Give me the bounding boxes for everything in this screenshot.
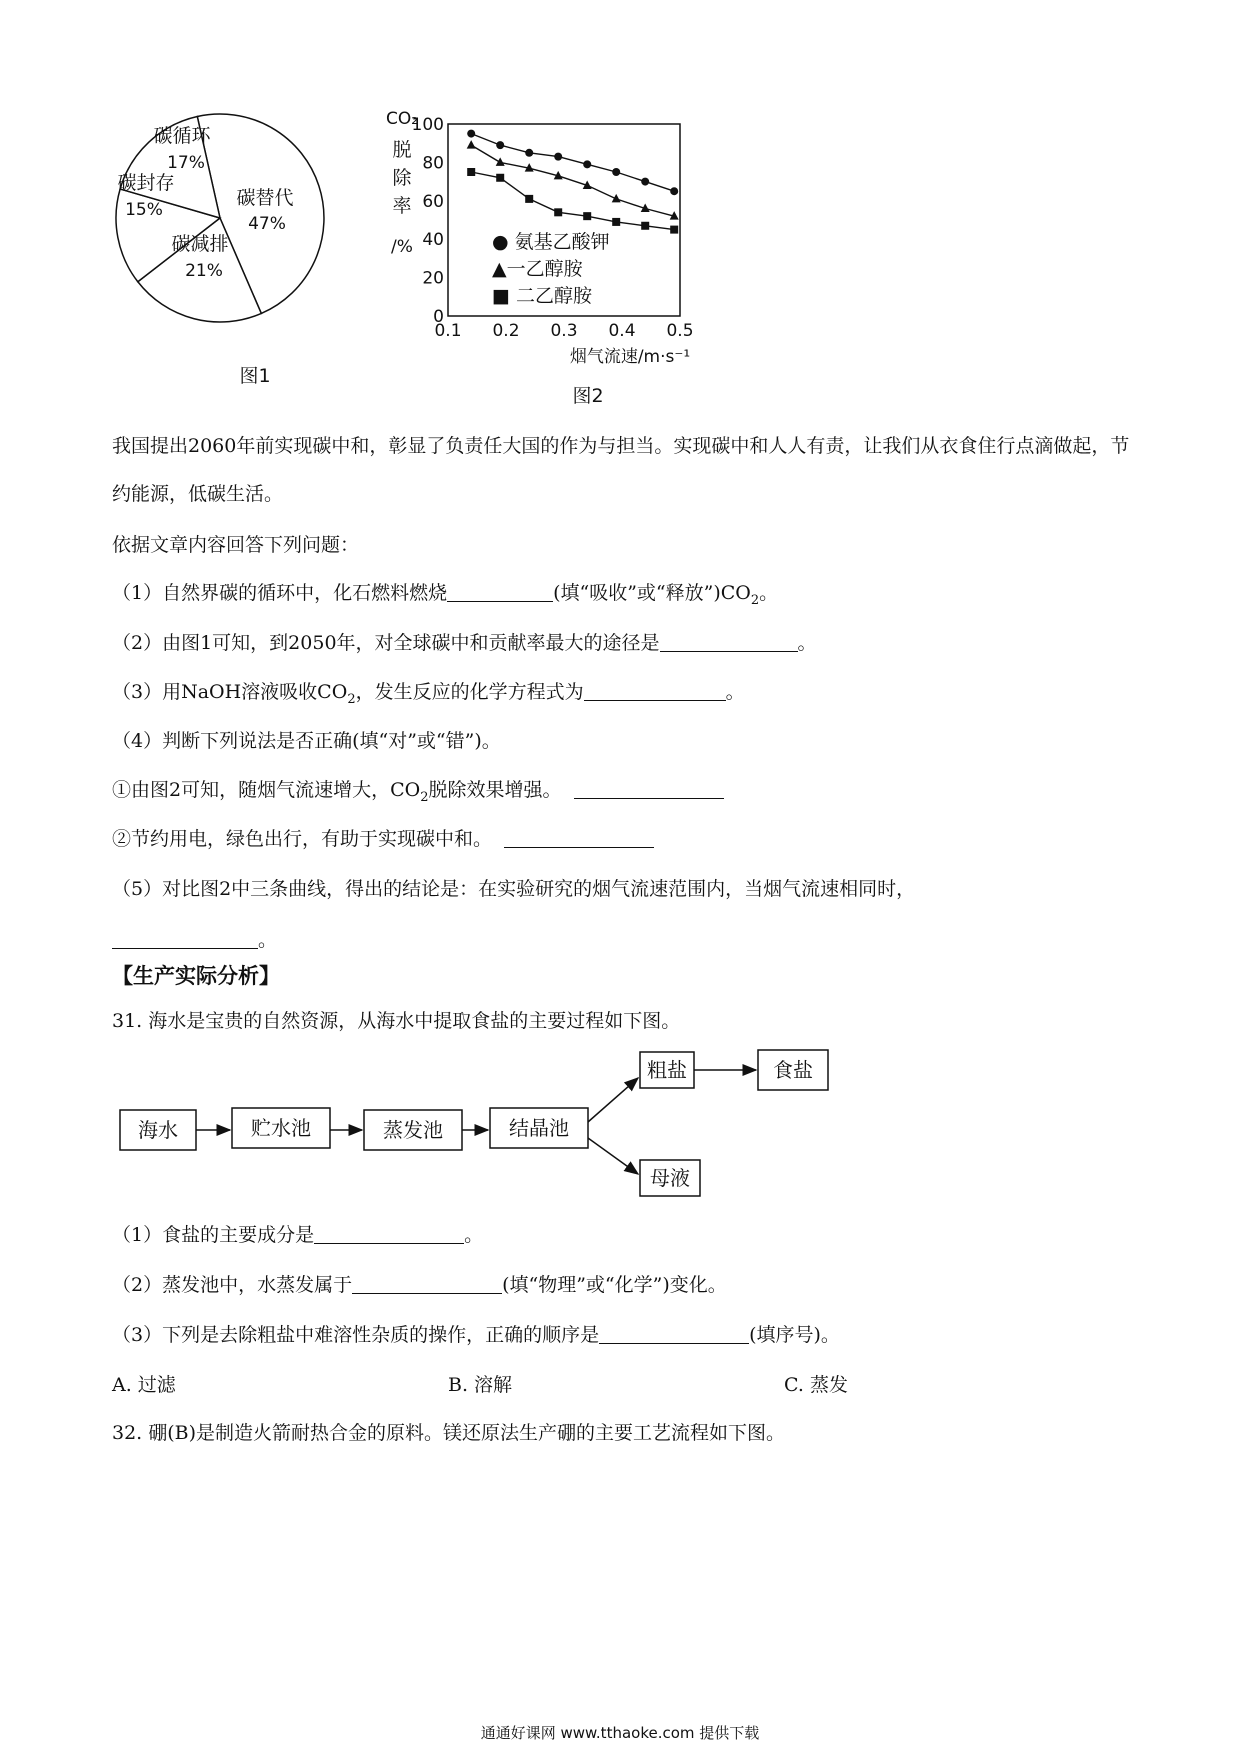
question-31-2 (112, 1270, 727, 1297)
question-4-item-2 (112, 824, 654, 851)
question-1 (112, 578, 778, 608)
pie-label-carbon-substitution: 碳替代 (236, 187, 294, 209)
x-tick-label: 0.5 (666, 321, 694, 341)
y-axis-label-line: 率 (392, 195, 412, 217)
flow-label-crystallization-pond: 结晶池 (509, 1116, 569, 1140)
y-ticks (412, 115, 444, 327)
answer-blank-q4-1[interactable] (574, 780, 724, 799)
data-point (467, 130, 475, 138)
flow-label-reservoir: 贮水池 (251, 1116, 311, 1140)
flow-box-crystallization-pond (490, 1108, 588, 1148)
question-31-3-options (112, 1370, 848, 1397)
flow-label-mother-liquor: 母液 (650, 1166, 690, 1190)
question-31-1-text: （1）食盐的主要成分是 (112, 1224, 315, 1246)
answer-blank-q1[interactable] (447, 583, 553, 602)
data-point (641, 222, 649, 230)
series-marks (467, 130, 679, 234)
question-31-3-hint: (填序号)。 (749, 1324, 840, 1346)
data-point (641, 178, 649, 186)
data-point (496, 174, 504, 182)
question-3-text: （3）用NaOH溶液吸收CO (112, 681, 348, 703)
flow-box-reservoir (232, 1108, 330, 1148)
question-1-end: 。 (759, 582, 779, 604)
answer-blank-q31-2[interactable] (352, 1275, 502, 1294)
y-tick-label: 20 (422, 268, 444, 289)
question-2 (112, 628, 817, 655)
data-point (612, 168, 620, 176)
pie-pct-carbon-substitution: 47% (248, 214, 286, 234)
question-2-text: （2）由图1可知，到2050年，对全球碳中和贡献率最大的途径是 (112, 632, 660, 654)
section-heading: 【生产实际分析】 (112, 964, 280, 988)
paragraph-carbon-neutral: 我国提出2060年前实现碳中和，彰显了负责任大国的作为与担当。实现碳中和人人有责，让我们从衣食住行点滴做起，节约能源，低碳生活。 (112, 435, 1130, 505)
y-axis-label-line: /% (391, 237, 413, 257)
question-31-1 (112, 1220, 483, 1247)
y-tick-label: 0 (433, 307, 444, 327)
pie-label-carbon-reduction: 碳减排 (171, 233, 229, 255)
question-31-3-text: （3）下列是去除粗盐中难溶性杂质的操作，正确的顺序是 (112, 1324, 600, 1346)
question-3 (112, 677, 745, 707)
flow-arrow (588, 1078, 638, 1122)
question-2-end: 。 (797, 632, 817, 654)
data-point (670, 187, 678, 195)
question-4-item-1-text: ①由图2可知，随烟气流速增大，CO (112, 779, 421, 801)
pie-pct-carbon-storage: 15% (125, 200, 163, 220)
option-c[interactable]: C. 蒸发 (784, 1374, 848, 1396)
data-point (467, 168, 475, 176)
data-point (467, 140, 476, 149)
option-b[interactable]: B. 溶解 (448, 1374, 513, 1396)
answer-blank-q3[interactable] (584, 682, 726, 701)
flow-arrow (588, 1138, 638, 1174)
x-axis-label: 烟气流速/m·s⁻¹ (569, 347, 691, 367)
flow-box-table-salt (758, 1050, 828, 1090)
subscript-2: 2 (347, 691, 356, 707)
flow-box-mother-liquor (640, 1160, 700, 1196)
flow-label-seawater: 海水 (138, 1118, 178, 1142)
instruction-text: 依据文章内容回答下列问题： (112, 534, 360, 556)
question-5-answer-line (112, 925, 277, 952)
subscript-2: 2 (420, 789, 429, 805)
answer-blank-q5[interactable] (112, 930, 258, 949)
y-axis-label-line: 脱 (392, 139, 412, 161)
subscript-2: 2 (750, 592, 760, 608)
legend-entry-series-1: ● 氨基乙酸钾 (492, 231, 610, 253)
data-point (496, 141, 504, 149)
x-tick-label: 0.2 (492, 321, 520, 341)
page-footer: 通通好课网 www.tthaoke.com 提供下载 (480, 1724, 760, 1742)
data-point (525, 195, 533, 203)
flow-box-seawater (120, 1110, 196, 1150)
question-31: 31. 海水是宝贵的自然资源，从海水中提取食盐的主要过程如下图。 (112, 1010, 681, 1032)
question-4-item-1-text-2: 脱除效果增强。 (428, 779, 562, 801)
question-31-2-text: （2）蒸发池中，水蒸发属于 (112, 1274, 353, 1296)
data-point (583, 160, 591, 168)
question-4-item-2-text: ②节约用电，绿色出行，有助于实现碳中和。 (112, 828, 493, 850)
data-point (496, 157, 505, 166)
y-tick-label: 80 (422, 153, 444, 174)
flow-label-evaporation-pond: 蒸发池 (383, 1118, 443, 1142)
question-1-text: （1）自然界碳的循环中，化石燃料燃烧 (112, 582, 448, 604)
question-4-item-1 (112, 775, 724, 805)
pie-label-carbon-storage: 碳封存 (117, 172, 175, 194)
flow-label-table-salt: 食盐 (773, 1058, 813, 1082)
y-axis-label-line: 除 (392, 167, 412, 189)
data-point (554, 153, 562, 161)
figure-1-pie-chart (112, 92, 372, 392)
data-point (583, 212, 591, 220)
x-tick-label: 0.3 (550, 321, 578, 341)
question-1-hint: (填“吸收”或“释放”)CO (553, 582, 751, 604)
pie-pct-carbon-cycle: 17% (167, 153, 205, 173)
figure-1-caption: 图1 (239, 365, 271, 387)
data-point (612, 218, 620, 226)
question-3-text-2: ，发生反应的化学方程式为 (355, 681, 584, 703)
x-tick-label: 0.1 (434, 321, 462, 341)
question-3-end: 。 (725, 681, 745, 703)
answer-blank-q31-3[interactable] (599, 1325, 749, 1344)
flow-box-crude-salt (640, 1052, 694, 1088)
legend (492, 231, 610, 307)
answer-blank-q2[interactable] (660, 633, 798, 652)
legend-entry-series-3: ■ 二乙醇胺 (492, 285, 592, 307)
y-tick-label: 60 (422, 191, 444, 212)
answer-blank-q31-1[interactable] (314, 1225, 464, 1244)
question-32: 32. 硼(B)是制造火箭耐热合金的原料。镁还原法生产硼的主要工艺流程如下图。 (112, 1422, 786, 1444)
seawater-salt-flowchart (112, 1048, 832, 1198)
question-31-2-hint: (填“物理”或“化学”)变化。 (502, 1274, 727, 1296)
data-point (670, 226, 678, 234)
x-tick-label: 0.4 (608, 321, 636, 341)
question-31-1-end: 。 (464, 1224, 484, 1246)
y-axis-label-line: CO₂ (385, 109, 419, 129)
pie-pct-carbon-reduction: 21% (185, 261, 223, 281)
figure-2-chart (372, 100, 732, 410)
question-5-end: 。 (258, 929, 278, 951)
option-a[interactable]: A. 过滤 (112, 1374, 176, 1396)
legend-entry-series-2: ▲一乙醇胺 (492, 258, 583, 280)
pie-label-carbon-cycle: 碳循环 (153, 125, 211, 147)
y-tick-label: 100 (411, 115, 444, 135)
data-point (525, 149, 533, 157)
flow-label-crude-salt: 粗盐 (647, 1058, 687, 1082)
question-4: （4）判断下列说法是否正确(填“对”或“错”)。 (112, 730, 501, 752)
y-tick-label: 40 (422, 230, 444, 251)
flow-box-evaporation-pond (364, 1110, 462, 1150)
answer-blank-q4-2[interactable] (504, 829, 654, 848)
data-point (554, 208, 562, 216)
figure-2-caption: 图2 (572, 385, 604, 407)
x-ticks (434, 321, 693, 341)
question-5: （5）对比图2中三条曲线，得出的结论是：在实验研究的烟气流速范围内，当烟气流速相同时， (112, 878, 916, 900)
question-31-3 (112, 1320, 840, 1347)
